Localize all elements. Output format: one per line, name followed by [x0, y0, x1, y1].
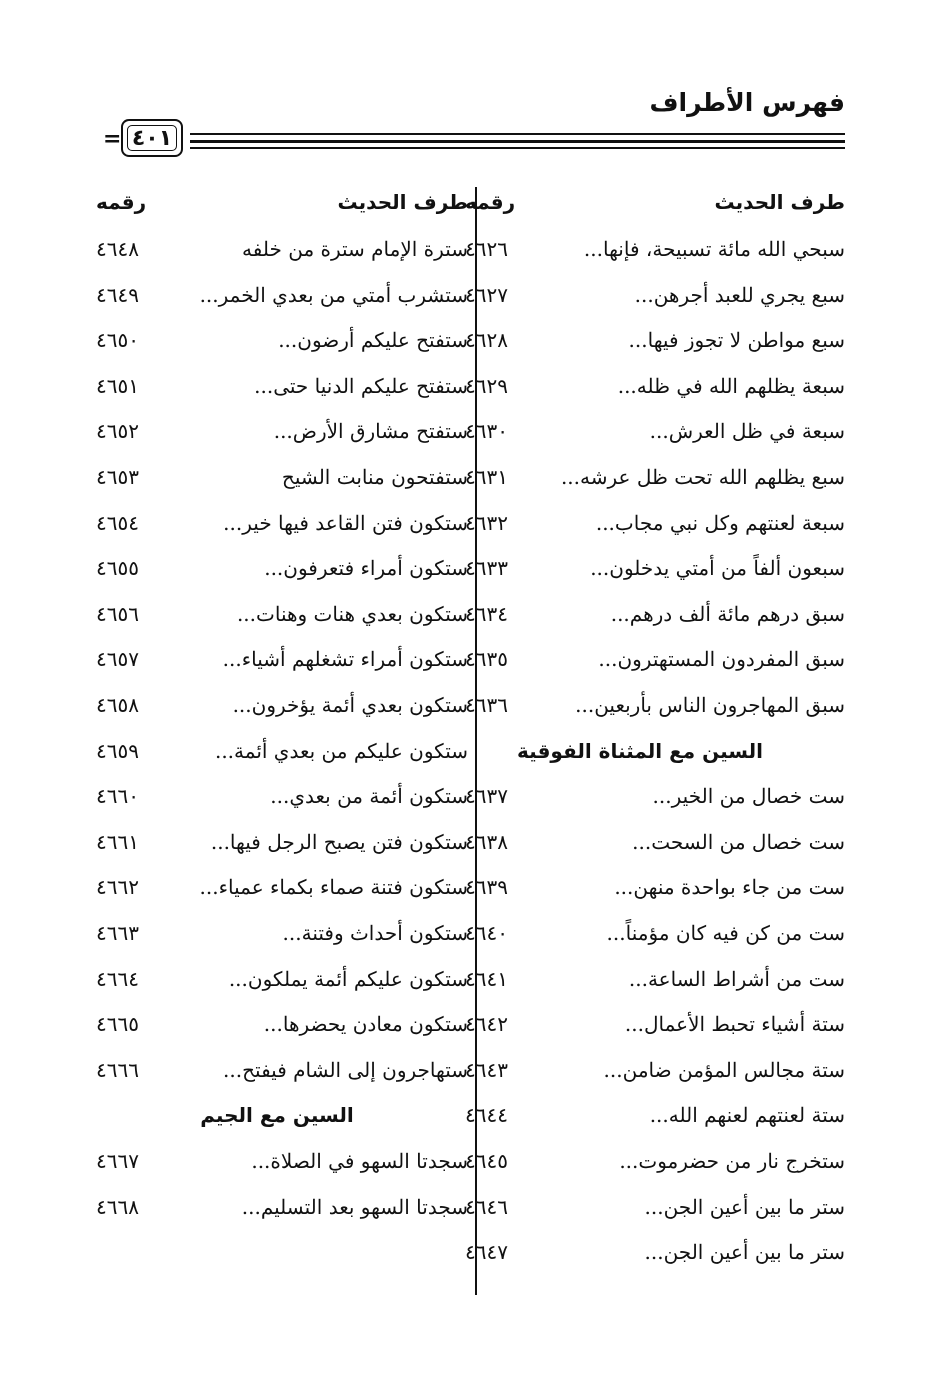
hadith-number: ٤٦٤٨ [96, 237, 139, 261]
hadith-incipit: ستشرب أمتي من بعدي الخمر... [199, 282, 468, 307]
hadith-number: ٤٦٥٥ [96, 556, 139, 581]
hadith-incipit: سترة الإمام سترة من خلفه [242, 237, 468, 261]
hadith-incipit: ستة مجالس المؤمن ضامن... [603, 1057, 845, 1082]
hadith-number: ٤٦٥٧ [96, 647, 139, 672]
index-entry [465, 825, 845, 859]
hadith-incipit: سبعة في ظل العرش... [649, 419, 845, 444]
hadith-number: ٤٦٦٥ [96, 1012, 139, 1037]
hadith-incipit: سبق درهم مائة ألف درهم... [610, 601, 845, 626]
index-entry [465, 916, 845, 950]
index-entry [465, 369, 845, 403]
header-rule [190, 147, 845, 149]
hadith-number: ٤٦٤١ [465, 966, 508, 991]
index-entry [465, 1053, 845, 1087]
index-entry [96, 825, 468, 859]
hadith-number: ٤٦٤٧ [465, 1240, 508, 1265]
section-heading: السين مع الجيم [200, 1103, 354, 1128]
hadith-number: ٤٦٣٦ [465, 693, 508, 717]
index-entry [465, 870, 845, 904]
hadith-incipit: سبعة يظلهم الله في ظله... [617, 373, 845, 398]
index-entry [96, 323, 468, 357]
index-entry [465, 642, 845, 676]
index-entry [465, 278, 845, 312]
column-header [96, 190, 468, 224]
hadith-number: ٤٦٤٠ [465, 921, 508, 945]
hadith-number: ٤٦٥٤ [96, 510, 139, 535]
hadith-incipit: سبق المهاجرون الناس بأربعين... [575, 693, 845, 717]
hadith-number: ٤٦٤٤ [465, 1103, 508, 1128]
index-entry [465, 414, 845, 448]
index-entry [465, 506, 845, 540]
hadith-incipit: ستكون بعدي هنات وهنات... [236, 601, 468, 626]
hadith-incipit: ستكون فتن القاعد فيها خير... [223, 510, 468, 535]
hadith-incipit: ستكون أئمة من بعدي... [270, 784, 468, 809]
header-mark: = [103, 126, 122, 152]
index-entry [465, 1007, 845, 1041]
hadith-incipit: سبع يجري للعبد أجرهن... [634, 282, 845, 307]
hadith-incipit: ست خصال من السحت... [632, 829, 845, 854]
hadith-incipit: ستكون عليكم من بعدي أئمة... [214, 738, 468, 763]
index-entry [96, 962, 468, 996]
index-entry [465, 1190, 845, 1224]
hadith-number: ٤٦٣٣ [465, 556, 508, 581]
hadith-number: ٤٦٥١ [96, 373, 139, 398]
hadith-incipit: سبحي الله مائة تسبيحة، فإنها... [583, 237, 845, 261]
column-header [465, 190, 845, 224]
hadith-incipit: ستكون أحداث وفتنة... [282, 921, 468, 945]
index-entry [465, 779, 845, 813]
hadith-number: ٤٦٣٠ [465, 419, 508, 444]
hadith-number: ٤٦٥٣ [96, 465, 139, 489]
header-hadith-label: طرف الحديث [337, 190, 468, 214]
hadith-incipit: ستهاجرون إلى الشام فيفتح... [223, 1057, 468, 1082]
index-entry [465, 688, 845, 722]
hadith-number: ٤٦٦٧ [96, 1149, 139, 1173]
hadith-number: ٤٦٤٢ [465, 1012, 508, 1037]
hadith-number: ٤٦٢٨ [465, 328, 508, 353]
index-entry [465, 597, 845, 631]
hadith-incipit: ست من جاء بواحدة منهن... [614, 875, 845, 900]
hadith-incipit: ستكون فتن يصبح الرجل فيها... [210, 829, 468, 854]
hadith-number: ٤٦٤٥ [465, 1149, 508, 1173]
hadith-number: ٤٦٦٢ [96, 875, 139, 900]
hadith-incipit: ستفتحون منابت الشيح [281, 465, 468, 489]
hadith-number: ٤٦٤٣ [465, 1057, 508, 1082]
hadith-incipit: ست من كن فيه كان مؤمناً... [606, 921, 845, 945]
hadith-number: ٤٦٦٣ [96, 921, 139, 945]
index-entry [96, 369, 468, 403]
index-entry [465, 323, 845, 357]
hadith-number: ٤٦٤٦ [465, 1194, 508, 1219]
hadith-incipit: ستكون أمراء تشغلهم أشياء... [222, 647, 468, 672]
index-entry [465, 1235, 845, 1269]
hadith-incipit: سبع مواطن لا تجوز فيها... [628, 328, 845, 353]
hadith-incipit: ستخرج نار من حضرموت... [619, 1149, 845, 1173]
index-entry [96, 278, 468, 312]
hadith-incipit: ستكون معادن يحضرها... [263, 1012, 468, 1037]
index-entry [96, 734, 468, 768]
index-entry [465, 1144, 845, 1178]
hadith-incipit: ستة لعنتهم لعنهم الله... [649, 1103, 845, 1128]
hadith-incipit: سبعون ألفاً من أمتي يدخلون... [590, 556, 845, 581]
index-entry [96, 1144, 468, 1178]
page-number-frame [121, 119, 183, 157]
index-entry [96, 916, 468, 950]
hadith-incipit: سبعة لعنتهم وكل نبي مجاب... [595, 510, 845, 535]
index-entry [465, 460, 845, 494]
hadith-number: ٤٦٣٥ [465, 647, 508, 672]
hadith-incipit: ستة أشياء تحبط الأعمال... [624, 1012, 845, 1037]
index-entry [465, 232, 845, 266]
hadith-number: ٤٦٦١ [96, 829, 139, 854]
index-entry [96, 688, 468, 722]
index-entry [465, 551, 845, 585]
hadith-number: ٤٦٤٩ [96, 282, 139, 307]
hadith-number: ٤٦٢٧ [465, 282, 508, 307]
hadith-number: ٤٦٣٢ [465, 510, 508, 535]
index-entry [96, 597, 468, 631]
hadith-number: ٤٦٣٧ [465, 784, 508, 809]
hadith-incipit: ستفتح عليكم أرضون... [278, 328, 468, 353]
hadith-number: ٤٦٣١ [465, 465, 508, 489]
index-entry [96, 642, 468, 676]
hadith-incipit: ستكون فتنة صماء بكماء عمياء... [199, 875, 468, 900]
hadith-number: ٤٦٥٨ [96, 693, 139, 717]
hadith-incipit: سجدتا السهو في الصلاة... [251, 1149, 468, 1173]
hadith-number: ٤٦٦٦ [96, 1057, 139, 1082]
hadith-number: ٤٦٣٩ [465, 875, 508, 900]
index-entry [96, 870, 468, 904]
index-entry [465, 1098, 845, 1132]
hadith-incipit: ستفتح مشارق الأرض... [273, 419, 468, 444]
index-entry [96, 1053, 468, 1087]
index-entry [96, 1190, 468, 1224]
hadith-incipit: ستكون بعدي أئمة يؤخرون... [232, 693, 468, 717]
index-entry [96, 232, 468, 266]
header-rule [190, 140, 845, 143]
hadith-incipit: ستكون عليكم أئمة يملكون... [228, 966, 468, 991]
header-rule [190, 133, 845, 135]
header-number-label: رقمه [96, 190, 147, 214]
hadith-number: ٤٦٦٠ [96, 784, 139, 809]
header-number-label: رقمه [465, 190, 516, 214]
hadith-number: ٤٦٢٦ [465, 237, 508, 261]
index-entry [96, 460, 468, 494]
hadith-number: ٤٦٦٨ [96, 1194, 139, 1219]
hadith-number: ٤٦٣٨ [465, 829, 508, 854]
hadith-incipit: ستر ما بين أعين الجن... [644, 1240, 845, 1265]
index-entry [465, 962, 845, 996]
hadith-incipit: ست من أشراط الساعة... [628, 966, 845, 991]
hadith-incipit: ست خصال من الخير... [652, 784, 845, 809]
hadith-number: ٤٦٥٦ [96, 601, 139, 626]
hadith-number: ٤٦٥٩ [96, 738, 139, 763]
header-hadith-label: طرف الحديث [714, 190, 845, 214]
index-entry [96, 414, 468, 448]
index-entry [96, 551, 468, 585]
hadith-incipit: سجدتا السهو بعد التسليم... [241, 1194, 468, 1219]
hadith-number: ٤٦٢٩ [465, 373, 508, 398]
running-title: فهرس الأطراف [649, 88, 845, 117]
hadith-incipit: ستكون أمراء فتعرفون... [264, 556, 468, 581]
hadith-incipit: سبق المفردون المستهترون... [598, 647, 845, 672]
hadith-incipit: سبع يظلهم الله تحت ظل عرشه... [560, 465, 845, 489]
page-number: ٤٠١ [127, 125, 177, 151]
index-entry [96, 506, 468, 540]
hadith-incipit: ستر ما بين أعين الجن... [644, 1194, 845, 1219]
hadith-number: ٤٦٣٤ [465, 601, 508, 626]
index-entry [96, 1007, 468, 1041]
hadith-incipit: ستفتح عليكم الدنيا حتى... [254, 373, 468, 398]
hadith-number: ٤٦٥٠ [96, 328, 139, 353]
hadith-number: ٤٦٦٤ [96, 966, 139, 991]
index-entry [96, 779, 468, 813]
section-heading: السين مع المثناة الفوقية [517, 738, 763, 763]
hadith-number: ٤٦٥٢ [96, 419, 139, 444]
